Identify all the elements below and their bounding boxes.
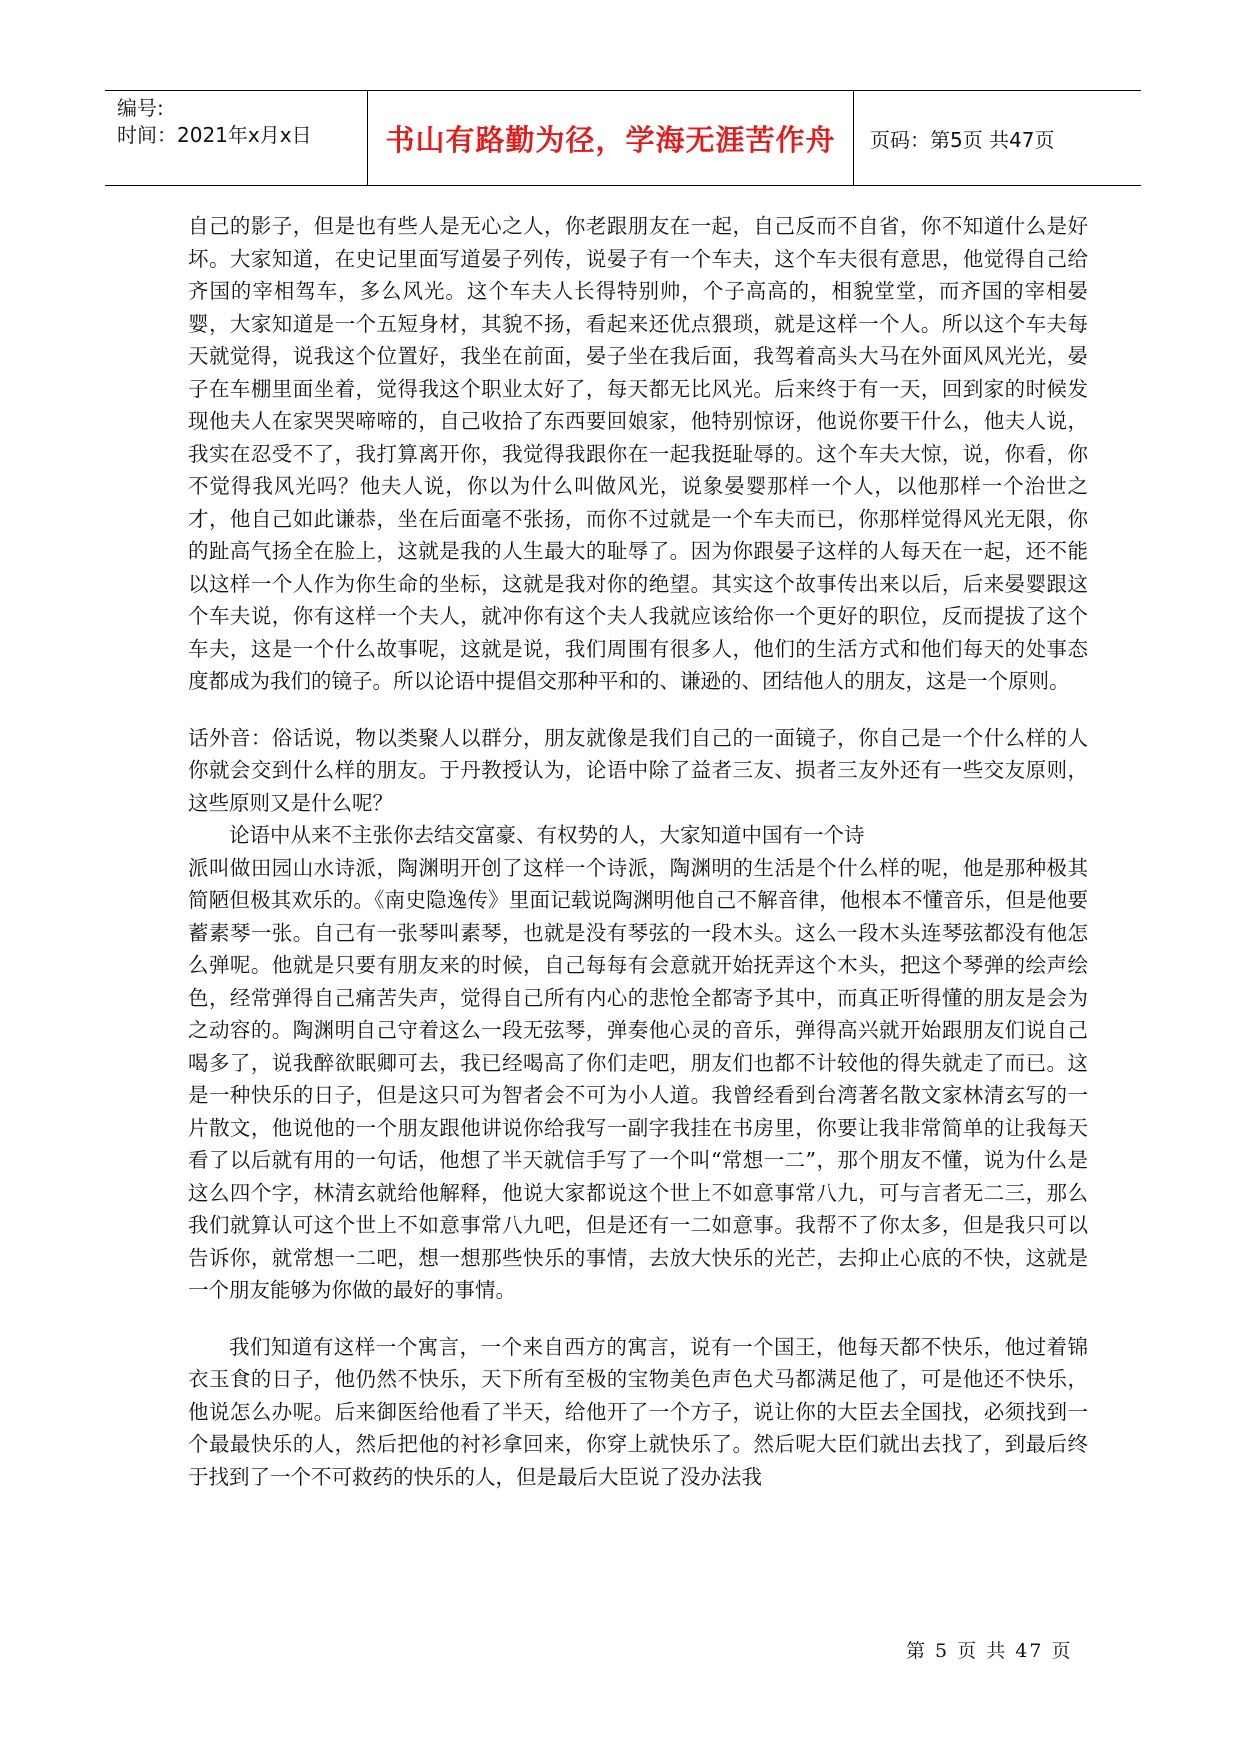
paragraph-2: 话外音：俗话说，物以类聚人以群分，朋友就像是我们自己的一面镜子，你自己是一个什么样的人你就会交到什么样的朋友。于丹教授认为，论语中除了益者三友、损者三友外还有一些交友原则，这些原则又是什么呢？	[188, 725, 1088, 815]
header-motto: 书山有路勤为径，学海无涯苦作舟	[368, 91, 854, 185]
header-meta	[105, 91, 368, 185]
page-footer: 第 5 页 共 47 页	[906, 1640, 1073, 1662]
header-page-info: 页码：第5页 共47页	[870, 127, 1055, 152]
time-label: 时间：2021年x月x日	[117, 123, 312, 147]
paragraph-gap	[188, 698, 1088, 722]
paragraph-3: 论语中从来不主张你去结交富豪、有权势的人，大家知道中国有一个诗	[229, 823, 865, 847]
paragraph-5: 我们知道有这样一个寓言，一个来自西方的寓言，说有一个国王，他每天都不快乐，他过着锦衣玉食的日子，他仍然不快乐，天下所有至极的宝物美色声色犬马都满足他了，可是他还不快乐，他说怎么办呢。后来御医给他看了半天，给他开了一个方子，说让你的大臣去全国找，必须找到一个最最快乐的人，然后把他的衬衫拿回来，你穿上就快乐了。然后呢大臣们就出去找了，到最后终于找到了一个不可救药的快乐的人，但是最后大臣说了没办法我	[188, 1334, 1088, 1489]
document-body	[188, 210, 1088, 1493]
page-header	[105, 90, 1141, 186]
paragraph-gap	[188, 1307, 1088, 1331]
paragraph-1: 自己的影子，但是也有些人是无心之人，你老跟朋友在一起，自己反而不自省，你不知道什么是好坏。大家知道，在史记里面写道晏子列传，说晏子有一个车夫，这个车夫很有意思，他觉得自己给齐国的宰相驾车，多么风光。这个车夫人长得特别帅，个子高高的，相貌堂堂，而齐国的宰相晏婴，大家知道是一个五短身材，其貌不扬，看起来还优点猥琐，就是这样一个人。所以这个车夫每天就觉得，说我这个位置好，我坐在前面，晏子坐在我后面，我驾着高头大马在外面风风光光，晏子在车棚里面坐着，觉得我这个职业太好了，每天都无比风光。后来终于有一天，回到家的时候发现他夫人在家哭哭啼啼的，自己收拾了东西要回娘家，他特别惊讶，他说你要干什么，他夫人说，我实在忍受不了，我打算离开你，我觉得我跟你在一起我挺耻辱的。这个车夫大惊，说，你看，你不觉得我风光吗？他夫人说，你以为什么叫做风光，说象晏婴那样一个人，以他那样一个治世之才，他自己如此谦恭，坐在后面毫不张扬，而你不过就是一个车夫而已，你那样觉得风光无限，你的趾高气扬全在脸上，这就是我的人生最大的耻辱了。因为你跟晏子这样的人每天在一起，还不能以这样一个人作为你生命的坐标，这就是我对你的绝望。其实这个故事传出来以后，后来晏婴跟这个车夫说，你有这样一个夫人，就冲你有这个夫人我就应该给你一个更好的职位，反而提拔了这个车夫，这是一个什么故事呢，这就是说，我们周围有很多人，他们的生活方式和他们每天的处事态度都成为我们的镜子。所以论语中提倡交那种平和的、谦逊的、团结他人的朋友，这是一个原则。	[188, 214, 1088, 693]
number-label: 编号:	[117, 96, 164, 120]
paragraph-4: 派叫做田园山水诗派，陶渊明开创了这样一个诗派，陶渊明的生活是个什么样的呢，他是那种极其简陋但极其欢乐的。《南史隐逸传》里面记载说陶渊明他自己不解音律，他根本不懂音乐，但是他要蓄素琴一张。自己有一张琴叫素琴，也就是没有琴弦的一段木头。这么一段木头连琴弦都没有他怎么弹呢。他就是只要有朋友来的时候，自己每每有会意就开始抚弄这个木头，把这个琴弹的绘声绘色，经常弹得自己痛苦失声，觉得自己所有内心的悲怆全都寄予其中，而真正听得懂的朋友是会为之动容的。陶渊明自己守着这么一段无弦琴，弹奏他心灵的音乐，弹得高兴就开始跟朋友们说自己喝多了，说我醉欲眠卿可去，我已经喝高了你们走吧，朋友们也都不计较他的得失就走了而已。这是一种快乐的日子，但是这只可为智者会不可为小人道。我曾经看到台湾著名散文家林清玄写的一片散文，他说他的一个朋友跟他讲说你给我写一副字我挂在书房里，你要让我非常简单的让我每天看了以后就有用的一句话，他想了半天就信手写了一个叫“常想一二”，那个朋友不懂，说为什么是这么四个字，林清玄就给他解释，他说大家都说这个世上不如意事常八九，可与言者无二三，那么我们就算认可这个世上不如意事常八九吧，但是还有一二如意事。我帮不了你太多，但是我只可以告诉你，就常想一二吧，想一想那些快乐的事情，去放大快乐的光芒，去抑止心底的不快，这就是一个朋友能够为你做的最好的事情。	[188, 855, 1088, 1302]
